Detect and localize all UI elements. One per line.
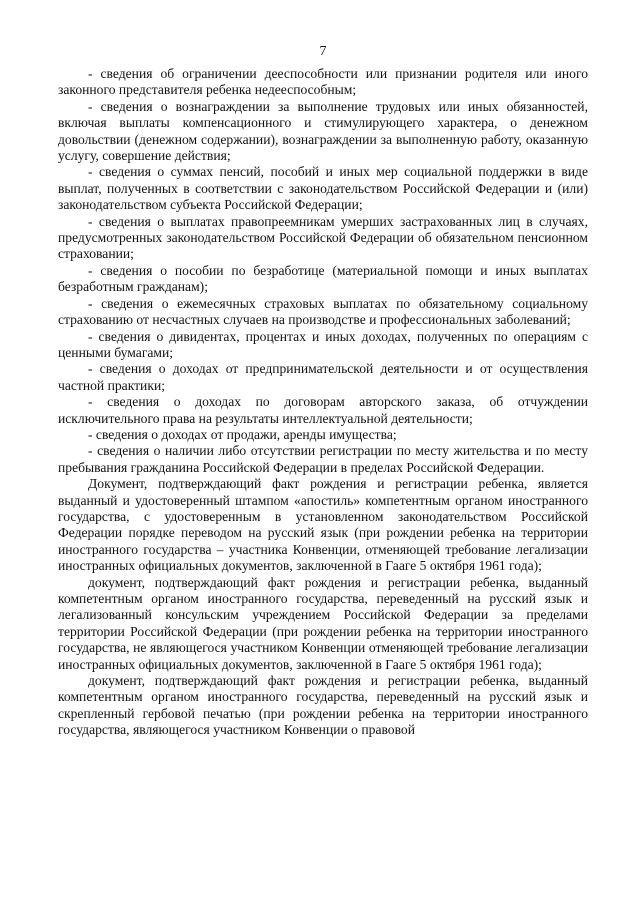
paragraph-stamped-document: документ, подтверждающий факт рождения и регистрации ребенка, выданный компетентным органом иностранного государства, переведенный на русский язык и скрепленный гербовой печатью (при рождении ребенка на территории иностранного государства, являющегося участником Конвенции о правовой	[58, 673, 588, 738]
paragraph-property-income: - сведения о доходах от продажи, аренды имущества;	[88, 426, 397, 442]
paragraph-pensions: - сведения о суммах пенсий, пособий и иных мер социальной поддержки в виде выплат, полученных в соответствии с законодательством Российской Федерации и (или) законодательством субъекта Российской Федерации;	[58, 164, 588, 213]
paragraph-remuneration: - сведения о вознаграждении за выполнение трудовых или иных обязанностей, включая выплаты компенсационного и стимулирующего характера, о денежном довольствии (денежном содержании), вознаграждении за выполненную работу, оказанную услугу, совершение действия;	[58, 98, 588, 164]
paragraph-registration: - сведения о наличии либо отсутствии регистрации по месту жительства и по месту пребывания гражданина Российской Федерации в пределах Российской Федерации.	[58, 443, 588, 475]
paragraph-apostille-document: Документ, подтверждающий факт рождения и регистрации ребенка, является выданный и удостоверенный штампом «апостиль» компетентным органом иностранного государства, с удостоверенным в установленном законодательством Российской Федерации порядке переводом на русский язык (при рождении ребенка на территории иностранного государства – участника Конвенции, отменяющей требование легализации иностранных официальных документов, заключенной в Гааге 5 октября 1961 года);	[58, 476, 588, 574]
paragraph-legalized-document: документ, подтверждающий факт рождения и регистрации ребенка, выданный компетентным органом иностранного государства, переведенный на русский язык и легализованный консульским учреждением Российской Федерации за пределами территории Российской Федерации (при рождении ребенка на территории иностранного государства, не являющегося участником Конвенции отменяющей требование легализации иностранных официальных документов, заключенной в Гааге 5 октября 1961 года);	[58, 574, 588, 672]
paragraph-business-income: - сведения о доходах от предпринимательской деятельности и от осуществления частной практики;	[58, 361, 588, 393]
paragraph-legal-capacity: - сведения об ограничении дееспособности или признании родителя или иного законного представителя ребенка недееспособным;	[58, 66, 588, 98]
paragraph-successor-payments: - сведения о выплатах правопреемникам умерших застрахованных лиц в случаях, предусмотренных законодательством Российской Федерации об обязательном пенсионном страховании;	[58, 213, 588, 262]
paragraph-unemployment: - сведения о пособии по безработице (материальной помощи и иных выплатах безработным гражданам);	[58, 262, 588, 295]
paragraph-insurance-payments: - сведения о ежемесячных страховых выплатах по обязательному социальному страхованию от несчастных случаев на производстве и профессиональных заболеваний;	[58, 295, 588, 328]
paragraph-dividends: - сведения о дивидентах, процентах и иных доходах, полученных по операциям с ценными бумагами;	[58, 328, 588, 360]
page-number: 7	[319, 44, 327, 59]
paragraph-copyright-income: - сведения о доходах по договорам авторского заказа, об отчуждении исключительного права на результаты интеллектуальной деятельности;	[58, 394, 588, 426]
document-body	[58, 66, 588, 739]
